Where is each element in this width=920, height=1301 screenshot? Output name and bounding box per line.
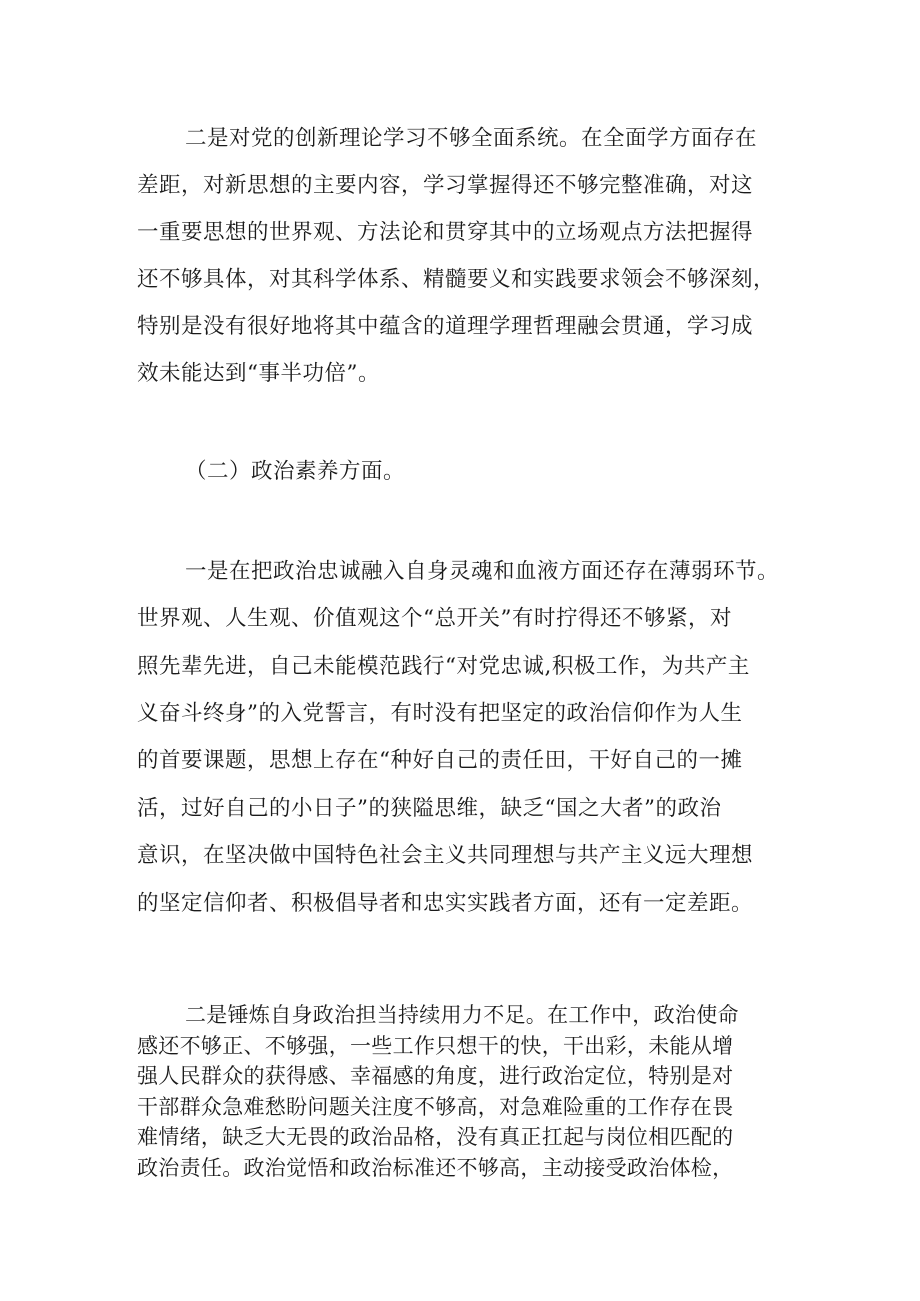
paragraph-line: 二是对党的创新理论学习不够全面系统。在全面学方面存在 <box>185 126 758 151</box>
paragraph-line: 义奋斗终身”的入党誓言，有时没有把坚定的政治信仰作为人生 <box>137 701 743 726</box>
paragraph-line: 意识，在坚决做中国特色社会主义共同理想与共产主义远大理想 <box>137 843 754 868</box>
paragraph-line: 照先辈先进，自己未能模范践行“对党忠诚,积极工作，为共产主 <box>137 654 750 679</box>
paragraph-line: 活，过好自己的小日子”的狭隘思维，缺乏“国之大者”的政治 <box>137 796 722 821</box>
paragraph-line: 的坚定信仰者、积极倡导者和忠实实践者方面，还有一定差距。 <box>137 891 754 916</box>
paragraph-line: 政治责任。政治觉悟和政治标准还不够高，主动接受政治体检， <box>137 1156 734 1180</box>
paragraph-line: 的首要课题，思想上存在“种好自己的责任田，干好自己的一摊 <box>137 748 743 773</box>
paragraph-line: 二是锤炼自身政治担当持续用力不足。在工作中，政治使命 <box>185 1003 739 1027</box>
paragraph-line: 一是在把政治忠诚融入自身灵魂和血液方面还存在薄弱环节。 <box>185 559 780 584</box>
paragraph-line: 世界观、人生观、价值观这个“总开关”有时拧得还不够紧，对 <box>137 606 732 631</box>
paragraph-line: 难情绪，缺乏大无畏的政治品格，没有真正扛起与岗位相匹配的 <box>137 1125 734 1149</box>
paragraph-line: 特别是没有很好地将其中蕴含的道理学理哲理融会贯通，学习成 <box>137 314 754 339</box>
paragraph-line: 感还不够正、不够强，一些工作只想干的快，干出彩，未能从增 <box>137 1034 734 1058</box>
paragraph-line: 一重要思想的世界观、方法论和贯穿其中的立场观点方法把握得 <box>137 220 754 245</box>
paragraph-line: 效未能达到“事半功倍”。 <box>137 361 380 386</box>
section-heading: （二）政治素养方面。 <box>185 459 406 484</box>
paragraph-line: 强人民群众的获得感、幸福感的角度，进行政治定位，特别是对 <box>137 1064 734 1088</box>
paragraph-line: 干部群众急难愁盼问题关注度不够高，对急难险重的工作存在畏 <box>137 1095 734 1119</box>
paragraph-line: 还不够具体，对其科学体系、精髓要义和实践要求领会不够深刻， <box>137 267 776 292</box>
paragraph-line: 差距，对新思想的主要内容，学习掌握得还不够完整准确，对这 <box>137 173 754 198</box>
